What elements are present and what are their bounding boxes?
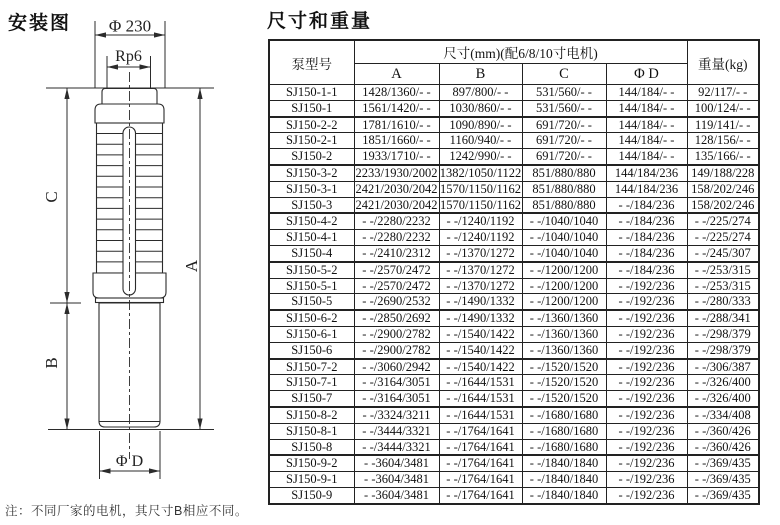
rp6-label: Rp6 (115, 48, 142, 65)
value-a-cell: - -/3164/3051 (354, 375, 439, 391)
value-b-cell: - -/1370/1272 (439, 278, 522, 294)
model-cell: SJ150-8-2 (269, 407, 354, 423)
weight-cell: 92/117/- - (687, 85, 759, 101)
value-c-cell: - -/1840/1840 (522, 472, 606, 488)
weight-cell: - -/369/435 (687, 487, 759, 503)
table-row (269, 375, 759, 391)
value-a-cell: - -/2570/2472 (354, 262, 439, 278)
model-cell: SJ150-8 (269, 439, 354, 455)
table-row (269, 181, 759, 197)
value-d-cell: - -/184/236 (606, 262, 687, 278)
weight-cell: - -/253/315 (687, 278, 759, 294)
value-c-cell: - -/1840/1840 (522, 487, 606, 503)
value-d-cell: - -/192/236 (606, 407, 687, 423)
value-c-cell: 531/560/- - (522, 85, 606, 101)
value-b-cell: - -/1240/1192 (439, 230, 522, 246)
value-c-cell: - -/1040/1040 (522, 245, 606, 261)
table-row (269, 149, 759, 165)
value-d-cell: - -/192/236 (606, 455, 687, 471)
table-row (269, 310, 759, 326)
dimensions-weight-title: 尺寸和重量 (267, 11, 373, 32)
table-header (269, 40, 759, 85)
value-a-cell: - -3604/3481 (354, 472, 439, 488)
model-cell: SJ150-4 (269, 245, 354, 261)
value-b-cell: - -/1644/1531 (439, 375, 522, 391)
table-row (269, 197, 759, 213)
value-c-cell: - -/1360/1360 (522, 342, 606, 358)
value-a-cell: - -/2280/2232 (354, 230, 439, 246)
weight-cell: - -/326/400 (687, 391, 759, 407)
model-cell: SJ150-2-1 (269, 133, 354, 149)
weight-cell: 135/166/- - (687, 149, 759, 165)
value-a-cell: - -/2570/2472 (354, 278, 439, 294)
model-cell: SJ150-1-1 (269, 85, 354, 101)
dim-a-label: A (182, 259, 201, 273)
model-cell: SJ150-5-1 (269, 278, 354, 294)
value-d-cell: 144/184/- - (606, 117, 687, 133)
value-d-cell: 144/184/- - (606, 149, 687, 165)
dim-c-label: C (42, 191, 61, 203)
weight-cell: - -/360/426 (687, 439, 759, 455)
value-d-cell: - -/192/236 (606, 359, 687, 375)
value-c-cell: - -/1200/1200 (522, 294, 606, 310)
value-b-cell: 1030/860/- - (439, 100, 522, 116)
value-d-cell: - -/184/236 (606, 213, 687, 229)
weight-cell: - -/360/426 (687, 423, 759, 439)
value-b-cell: - -/1370/1272 (439, 245, 522, 261)
value-c-cell: 851/880/880 (522, 181, 606, 197)
value-a-cell: 1851/1660/- - (354, 133, 439, 149)
value-a-cell: - -/2900/2782 (354, 342, 439, 358)
table-row (269, 133, 759, 149)
table-body (269, 85, 759, 504)
table-row (269, 326, 759, 342)
model-cell: SJ150-7-1 (269, 375, 354, 391)
value-a-cell: - -/3444/3321 (354, 439, 439, 455)
model-cell: SJ150-1 (269, 100, 354, 116)
value-d-cell: - -/192/236 (606, 278, 687, 294)
weight-cell: - -/245/307 (687, 245, 759, 261)
weight-cell: 149/188/228 (687, 165, 759, 181)
model-cell: SJ150-7-2 (269, 359, 354, 375)
value-b-cell: 1382/1050/1122 (439, 165, 522, 180)
model-cell: SJ150-9 (269, 487, 354, 503)
installation-diagram (0, 0, 268, 525)
header-col-c: C (522, 64, 606, 85)
value-c-cell: 691/720/- - (522, 133, 606, 149)
value-c-cell: - -/1040/1040 (522, 213, 606, 229)
weight-cell: 158/202/246 (687, 197, 759, 213)
table-row (269, 455, 759, 471)
value-d-cell: - -/192/236 (606, 326, 687, 342)
table-row (269, 213, 759, 229)
model-cell: SJ150-6-1 (269, 326, 354, 342)
value-a-cell: 1781/1610/- - (354, 117, 439, 133)
header-model: 泵型号 (269, 40, 354, 85)
value-a-cell: - -/2900/2782 (354, 326, 439, 342)
weight-cell: - -/280/333 (687, 294, 759, 310)
model-cell: SJ150-8-1 (269, 423, 354, 439)
value-c-cell: - -/1840/1840 (522, 455, 606, 471)
dimensions-weight-table (268, 39, 760, 505)
value-d-cell: - -/192/236 (606, 294, 687, 310)
value-b-cell: - -/1644/1531 (439, 391, 522, 407)
value-b-cell: - -/1764/1641 (439, 439, 522, 455)
value-c-cell: 691/720/- - (522, 149, 606, 165)
header-weight: 重量(kg) (687, 40, 759, 85)
value-b-cell: 1242/990/- - (439, 149, 522, 165)
value-d-cell: 144/184/236 (606, 181, 687, 197)
header-col-d: Φ D (606, 64, 687, 85)
value-d-cell: - -/192/236 (606, 310, 687, 326)
value-a-cell: 1933/1710/- - (354, 149, 439, 165)
value-a-cell: - -/2410/2312 (354, 245, 439, 261)
model-cell: SJ150-4-2 (269, 213, 354, 229)
value-b-cell: - -/1764/1641 (439, 423, 522, 439)
phid-label: Φ D (115, 453, 144, 470)
table-row (269, 439, 759, 455)
dim-b-label: B (42, 357, 61, 369)
model-cell: SJ150-2 (269, 149, 354, 165)
header-col-b: B (439, 64, 522, 85)
weight-cell: 100/124/- - (687, 100, 759, 116)
value-b-cell: 897/800/- - (439, 85, 522, 101)
value-b-cell: - -/1764/1641 (439, 487, 522, 503)
header-size-group: 尺寸(mm)(配6/8/10寸电机) (354, 40, 687, 64)
model-cell: SJ150-5 (269, 294, 354, 310)
installation-diagram-title: 安装图 (8, 13, 72, 34)
table-row (269, 294, 759, 310)
value-c-cell: - -/1520/1520 (522, 391, 606, 407)
footnote: 注：不同厂家的电机，其尺寸B相应不同。 (5, 504, 248, 518)
value-b-cell: - -/1540/1422 (439, 326, 522, 342)
model-cell: SJ150-6-2 (269, 310, 354, 326)
weight-cell: - -/306/387 (687, 359, 759, 375)
value-b-cell: - -/1240/1192 (439, 213, 522, 229)
weight-cell: - -/253/315 (687, 262, 759, 278)
value-d-cell: - -/184/236 (606, 230, 687, 246)
header-col-a: A (354, 64, 439, 85)
weight-cell: - -/298/379 (687, 342, 759, 358)
value-b-cell: - -/1540/1422 (439, 342, 522, 358)
weight-cell: - -/225/274 (687, 230, 759, 246)
value-b-cell: 1160/940/- - (439, 133, 522, 149)
weight-cell: 128/156/- - (687, 133, 759, 149)
weight-cell: - -/334/408 (687, 407, 759, 423)
model-cell: SJ150-9-1 (269, 472, 354, 488)
weight-cell: 158/202/246 (687, 181, 759, 197)
value-c-cell: 851/880/880 (522, 197, 606, 213)
model-cell: SJ150-2-2 (269, 117, 354, 133)
value-a-cell: - -3604/3481 (354, 455, 439, 471)
table-row (269, 165, 759, 181)
value-b-cell: - -/1490/1332 (439, 294, 522, 310)
value-d-cell: - -/192/236 (606, 487, 687, 503)
value-d-cell: 144/184/- - (606, 133, 687, 149)
model-cell: SJ150-4-1 (269, 230, 354, 246)
value-a-cell: - -/3444/3321 (354, 423, 439, 439)
value-c-cell: - -/1200/1200 (522, 278, 606, 294)
value-a-cell: - -3604/3481 (354, 487, 439, 503)
value-c-cell: 531/560/- - (522, 100, 606, 116)
value-c-cell: - -/1360/1360 (522, 310, 606, 326)
value-c-cell: - -/1520/1520 (522, 375, 606, 391)
value-c-cell: - -/1360/1360 (522, 326, 606, 342)
value-a-cell: - -/3324/3211 (354, 407, 439, 423)
model-cell: SJ150-6 (269, 342, 354, 358)
value-c-cell: - -/1200/1200 (522, 262, 606, 278)
table-row (269, 472, 759, 488)
table-row (269, 342, 759, 358)
table-row (269, 85, 759, 101)
value-b-cell: 1570/1150/1162 (439, 197, 522, 212)
value-b-cell: - -/1764/1641 (439, 472, 522, 488)
table-row (269, 391, 759, 407)
weight-cell: 119/141/- - (687, 117, 759, 133)
value-d-cell: - -/184/236 (606, 197, 687, 213)
weight-cell: - -/369/435 (687, 472, 759, 488)
model-cell: SJ150-3-2 (269, 165, 354, 181)
model-cell: SJ150-3 (269, 197, 354, 213)
value-d-cell: - -/192/236 (606, 375, 687, 391)
table-row (269, 245, 759, 261)
table-row (269, 487, 759, 503)
value-a-cell: - -/3060/2942 (354, 359, 439, 375)
table-row (269, 230, 759, 246)
value-b-cell: - -/1540/1422 (439, 359, 522, 375)
table-row (269, 262, 759, 278)
value-c-cell: - -/1520/1520 (522, 359, 606, 375)
model-cell: SJ150-5-2 (269, 262, 354, 278)
value-d-cell: - -/192/236 (606, 342, 687, 358)
value-c-cell: - -/1680/1680 (522, 439, 606, 455)
weight-cell: - -/298/379 (687, 326, 759, 342)
table-row (269, 117, 759, 133)
model-cell: SJ150-7 (269, 391, 354, 407)
phi230-label: Φ 230 (108, 16, 152, 36)
value-b-cell: 1090/890/- - (439, 117, 522, 133)
weight-cell: - -/369/435 (687, 455, 759, 471)
value-b-cell: - -/1644/1531 (439, 407, 522, 423)
value-a-cell: 1561/1420/- - (354, 100, 439, 116)
value-b-cell: - -/1370/1272 (439, 262, 522, 278)
value-b-cell: - -/1764/1641 (439, 455, 522, 471)
value-a-cell: 2421/2030/2042 (355, 181, 438, 196)
value-d-cell: - -/192/236 (606, 391, 687, 407)
value-c-cell: - -/1680/1680 (522, 423, 606, 439)
weight-cell: - -/225/274 (687, 213, 759, 229)
value-a-cell: - -/2850/2692 (354, 310, 439, 326)
value-d-cell: 144/184/- - (606, 85, 687, 101)
value-d-cell: - -/184/236 (606, 245, 687, 261)
value-d-cell: 144/184/- - (606, 100, 687, 116)
value-c-cell: - -/1040/1040 (522, 230, 606, 246)
table-row (269, 100, 759, 116)
value-a-cell: - -/2690/2532 (354, 294, 439, 310)
weight-cell: - -/326/400 (687, 375, 759, 391)
table-row (269, 359, 759, 375)
value-c-cell: 691/720/- - (522, 117, 606, 133)
value-c-cell: - -/1680/1680 (522, 407, 606, 423)
value-b-cell: - -/1490/1332 (439, 310, 522, 326)
model-cell: SJ150-3-1 (269, 181, 354, 197)
value-d-cell: 144/184/236 (606, 165, 687, 181)
value-a-cell: - -/3164/3051 (354, 391, 439, 407)
value-b-cell: 1570/1150/1162 (439, 181, 522, 196)
value-c-cell: 851/880/880 (522, 165, 606, 181)
model-cell: SJ150-9-2 (269, 455, 354, 471)
value-a-cell: 2421/2030/2042 (355, 197, 438, 212)
table-row (269, 407, 759, 423)
value-d-cell: - -/192/236 (606, 423, 687, 439)
table-row (269, 423, 759, 439)
weight-cell: - -/288/341 (687, 310, 759, 326)
value-d-cell: - -/192/236 (606, 439, 687, 455)
table-row (269, 278, 759, 294)
value-a-cell: 1428/1360/- - (354, 85, 439, 101)
value-a-cell: - -/2280/2232 (354, 213, 439, 229)
value-a-cell: 2233/1930/2002 (355, 165, 438, 180)
value-d-cell: - -/192/236 (606, 472, 687, 488)
